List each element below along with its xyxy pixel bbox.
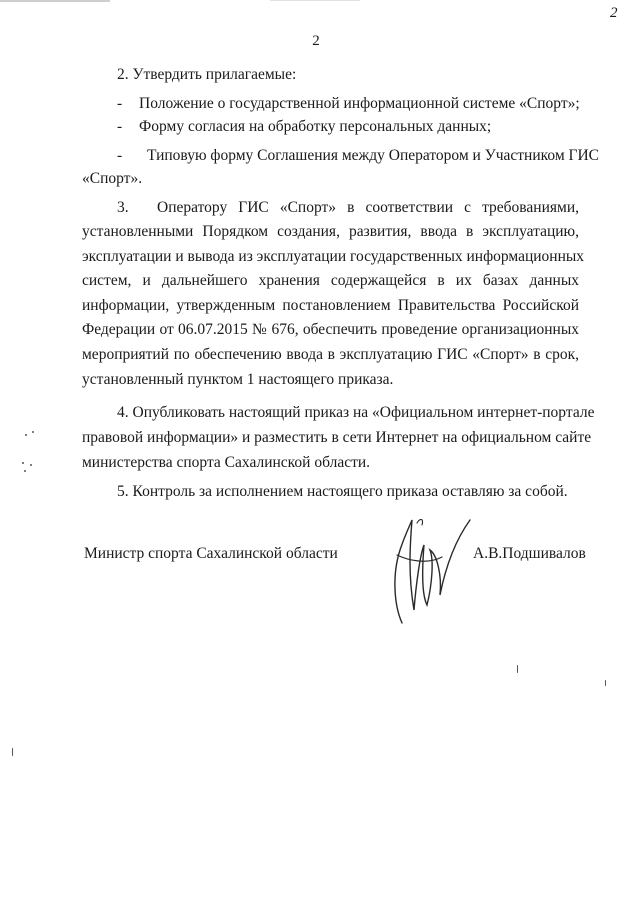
list-item-regulation: Положение о государственной информационной системе «Спорт»; xyxy=(139,95,580,112)
scan-speck xyxy=(22,462,24,464)
item-3-line: установленный пунктом 1 настоящего приказа. xyxy=(82,371,394,388)
scan-speck xyxy=(32,431,34,433)
list-dash: - xyxy=(117,147,123,164)
item-5-text: 5. Контроль за исполнением настоящего приказа оставляю за собой. xyxy=(117,483,568,500)
item-3-line: установленными Порядком создания, развития, ввода в эксплуатацию, xyxy=(82,223,579,240)
scan-speck xyxy=(517,665,518,673)
scan-speck xyxy=(605,680,606,686)
list-item-agreement: Типовую форму Соглашения между Оператором и Участником ГИС xyxy=(147,147,599,164)
list-item-consent-form: Форму согласия на обработку персональных данных; xyxy=(139,118,492,135)
item-3-number: 3. xyxy=(117,199,129,216)
item-3-line: эксплуатации и вывода из эксплуатации государственных информационных xyxy=(82,248,585,265)
scan-speck xyxy=(24,470,26,472)
scan-speck xyxy=(12,748,13,756)
item-3-line: систем, и дальнейшего хранения содержащейся в их базах данных xyxy=(82,272,579,289)
item-3-line: мероприятий по обеспечению ввода в эксплуатацию ГИС «Спорт» в срок, xyxy=(82,346,579,363)
scan-edge-line xyxy=(270,0,360,1)
item-3-line: Оператору ГИС «Спорт» в соответствии с требованиями, xyxy=(157,199,579,216)
signatory-position: Министр спорта Сахалинской области xyxy=(84,545,338,562)
handwritten-page-mark: 2 xyxy=(610,5,618,21)
item-4-line: 4. Опубликовать настоящий приказ на «Официальном интернет-портале xyxy=(117,404,595,421)
item-2-heading: 2. Утвердить прилагаемые: xyxy=(117,66,297,83)
handwritten-signature xyxy=(372,515,472,625)
scan-edge-line xyxy=(0,0,110,2)
list-dash: - xyxy=(117,95,123,112)
scan-speck xyxy=(25,434,27,436)
page-number: 2 xyxy=(312,33,320,49)
item-3-line: информации, утвержденным постановлением Правительства Российской xyxy=(82,297,579,314)
item-4-line: министерства спорта Сахалинской области. xyxy=(82,454,371,471)
item-3-line: Федерации от 06.07.2015 № 676, обеспечить проведение организационных xyxy=(82,321,579,338)
list-item-agreement-cont: «Спорт». xyxy=(82,170,143,187)
item-4-line: правовой информации» и разместить в сети Интернет на официальном сайте xyxy=(82,429,592,446)
list-dash: - xyxy=(117,118,123,135)
signatory-name: А.В.Подшивалов xyxy=(473,545,586,562)
scan-speck xyxy=(30,464,32,466)
